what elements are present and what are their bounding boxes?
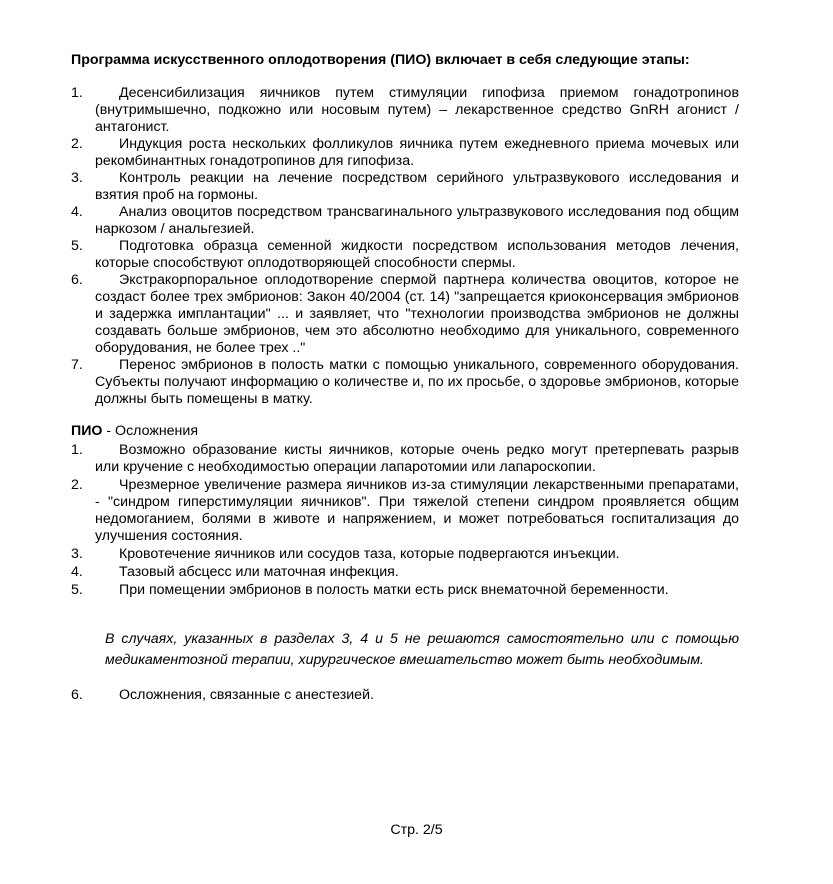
- item-number: 3.: [71, 170, 83, 186]
- item-number: 1.: [71, 85, 83, 101]
- item-number: 3.: [71, 546, 83, 562]
- item-text: Осложнения, связанные с анестезией.: [119, 687, 374, 703]
- extra-complications-list: [71, 687, 739, 704]
- complications-heading: [71, 423, 198, 440]
- item-number: 6.: [71, 687, 83, 703]
- list-item: [71, 272, 739, 357]
- item-number: 1.: [71, 442, 83, 458]
- list-item: [71, 546, 739, 563]
- item-text: При помещении эмбрионов в полость матки есть риск внематочной беременности.: [119, 582, 669, 598]
- item-text: Чрезмерное увеличение размера яичников из-за стимуляции лекарственными препаратами, - "синдром гиперстимуляции яичников". При тяжелой степени синдром проявляется общим недомоганием, болями в животе и напряжением, и может потребоваться госпитализация до улучшения состояния.: [95, 477, 739, 544]
- item-number: 4.: [71, 204, 83, 220]
- list-item: [71, 170, 739, 204]
- item-number: 2.: [71, 477, 83, 493]
- item-text: Экстракорпоральное оплодотворение спермой партнера количества овоцитов, которое не создаст более трех эмбрионов: Закон 40/2004 (ст. 14) "запрещается криоконсервация эмбрионов и задержка имплантации" ... и заявляет, что "технологии производства эмбрионов не должны создавать больше эмбрионов, чем это абсолютно необходимо для уникального, современного оборудования, не более трех ..": [95, 272, 739, 356]
- item-text: Кровотечение яичников или сосудов таза, которые подвергаются инъекции.: [119, 546, 620, 562]
- surgical-note: В случаях, указанных в разделах 3, 4 и 5 не решаются самостоятельно или с помощью медикаментозной терапии, хирургическое вмешательство может быть необходимым.: [105, 631, 739, 668]
- item-number: 2.: [71, 136, 83, 152]
- list-item: [71, 564, 739, 581]
- item-text: Индукция роста нескольких фолликулов яичника путем ежедневного приема мочевых или рекомбинантных гонадотропинов для гипофиза.: [95, 136, 739, 169]
- list-item: [71, 136, 739, 170]
- item-text: Анализ овоцитов посредством трансвагинального ультразвукового исследования под общим наркозом / анальгезией.: [95, 204, 739, 237]
- stages-list: [71, 85, 739, 408]
- complications-list: [71, 442, 739, 600]
- item-text: Возможно образование кисты яичников, которые очень редко могут претерпевать разрыв или кручение с необходимостью операции лапаротомии или лапароскопии.: [95, 442, 739, 475]
- list-item: [71, 582, 739, 599]
- page-number: Стр. 2/5: [390, 822, 443, 838]
- item-text: Тазовый абсцесс или маточная инфекция.: [119, 564, 399, 580]
- list-item: [71, 238, 739, 272]
- complications-heading-bold: ПИО: [71, 423, 103, 439]
- item-number: 5.: [71, 582, 83, 598]
- list-item: [71, 477, 739, 545]
- item-number: 6.: [71, 272, 83, 288]
- item-number: 5.: [71, 238, 83, 254]
- list-item: [71, 85, 739, 136]
- list-item: [71, 442, 739, 476]
- item-text: Подготовка образца семенной жидкости посредством использования методов лечения, которые способствуют оплодотворяющей способности спермы.: [95, 238, 739, 271]
- complications-heading-rest: - Осложнения: [102, 423, 199, 439]
- item-number: 7.: [71, 357, 83, 373]
- item-number: 4.: [71, 564, 83, 580]
- item-text: Контроль реакции на лечение посредством серийного ультразвукового исследования и взятия проб на гормоны.: [95, 170, 739, 203]
- document-title: Программа искусственного оплодотворения (ПИО) включает в себя следующие этапы:: [71, 52, 690, 68]
- list-item: [71, 357, 739, 408]
- list-item: [71, 687, 739, 704]
- list-item: [71, 204, 739, 238]
- item-text: Десенсибилизация яичников путем стимуляции гипофиза приемом гонадотропинов (внутримышечно, подкожно или носовым путем) – лекарственное средство GnRH агонист / антагонист.: [95, 85, 739, 135]
- item-text: Перенос эмбрионов в полость матки с помощью уникального, современного оборудования. Субъекты получают информацию о количестве и, по их просьбе, о здоровье эмбрионов, которые должны быть помещены в матку.: [95, 357, 739, 407]
